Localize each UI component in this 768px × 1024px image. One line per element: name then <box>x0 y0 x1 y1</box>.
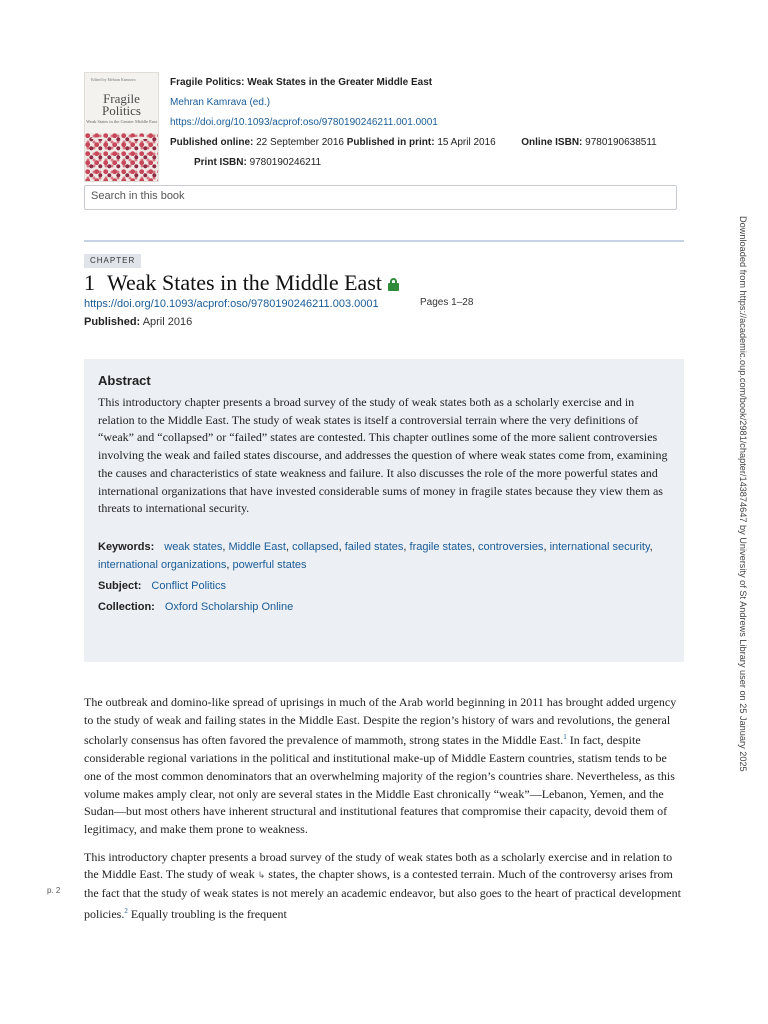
body-text-segment: This introductory chapter presents a broad survey of the study of weak states both as a scholarly exercise and in relation to the Middle East. The study of weak <box>84 849 673 882</box>
keyword-link[interactable]: controversies <box>478 540 544 553</box>
keyword-link[interactable]: powerful states <box>232 558 307 571</box>
cover-subtitle: Weak States in the Greater Middle East <box>86 119 157 124</box>
chapter-doi-link[interactable]: https://doi.org/10.1093/acprof:oso/9780190246211.003.0001 <box>84 298 379 310</box>
chapter-body <box>84 694 684 923</box>
published-online-date: 22 September 2016 <box>256 137 344 148</box>
book-search-box[interactable] <box>84 185 677 210</box>
online-isbn-label: Online ISBN: <box>521 137 583 148</box>
subject-row <box>98 577 670 595</box>
book-publication-info <box>170 133 690 153</box>
open-access-lock-icon <box>388 278 399 291</box>
chapter-title-text: Weak States in the Middle East <box>107 270 382 295</box>
cover-title-line1: Fragile <box>103 91 140 106</box>
book-title: Fragile Politics: Weak States in the Greater Middle East <box>170 77 433 88</box>
body-paragraph <box>84 694 684 839</box>
keyword-link[interactable]: fragile states <box>409 540 472 553</box>
chapter-published-date: April 2016 <box>142 316 193 328</box>
book-search-input[interactable] <box>91 190 670 202</box>
keywords-label: Keywords: <box>98 540 155 553</box>
abstract-text: This introductory chapter presents a broad survey of the study of weak states both as a scholarly exercise and in relation to the Middle East. The study of weak states is itself a controversial terrain where the very definitions of “weak” and “collapsed” or “failed” states are contested. This chapter outlines some of the more salient controversies involving the weak and failed states discourse, and addresses the question of where weak states come from, examining the causes and characteristics of state weakness and failure. It also discusses the role of the more powerful states and international organizations that have invested considerable sums of money in fragile states because they view them as threats to international security. <box>98 395 668 516</box>
keyword-link[interactable]: collapsed <box>292 540 339 553</box>
print-isbn: 9780190246211 <box>249 157 322 168</box>
book-metadata <box>170 73 690 173</box>
keywords-row: Keywords: weak states, Middle East, collapsed, failed states, fragile states, controversies, international security, international organizations, powerful states <box>98 540 653 571</box>
keyword-link[interactable]: international organizations <box>98 558 227 571</box>
subject-label: Subject: <box>98 579 142 592</box>
print-isbn-line <box>170 153 690 173</box>
chapter-published-label: Published: <box>84 316 141 328</box>
collection-row <box>98 598 670 616</box>
keyword-link[interactable]: international security <box>549 540 650 553</box>
body-text-segment: The outbreak and domino-like spread of uprisings in much of the Arab world beginning in 2011 has brought added urgency to the study of weak and failing states in the Middle East. Despite the region’s history of wars and revolutions, the general scholarly consensus has often favored the prevalence of mammoth, strong states in the Middle East. <box>84 695 677 748</box>
published-online-label: Published online: <box>170 137 254 148</box>
collection-label: Collection: <box>98 600 155 613</box>
page-break-arrow-icon: ↳ <box>257 870 266 881</box>
keyword-link[interactable]: failed states <box>344 540 404 553</box>
print-isbn-label: Print ISBN: <box>194 157 247 168</box>
page-marker: p. 2 <box>47 886 61 895</box>
footnote-link-1[interactable]: 1 <box>563 733 567 742</box>
book-cover-image[interactable] <box>84 72 159 182</box>
section-divider <box>84 240 684 242</box>
cover-title-line2: Politics <box>101 103 141 118</box>
download-watermark: Downloaded from https://academic.oup.com/book/2981/chapter/143874647 by University of St Andrews Library user on 25 January 2025 <box>738 216 748 772</box>
subject-link[interactable]: Conflict Politics <box>151 579 226 592</box>
collection-link[interactable]: Oxford Scholarship Online <box>164 600 294 613</box>
cover-editor: Edited by Mehran Kamrava <box>91 77 136 82</box>
cover-title <box>85 93 158 117</box>
cover-pattern <box>85 133 158 181</box>
abstract-heading: Abstract <box>98 373 151 388</box>
footnote-link-2[interactable]: 2 <box>124 906 128 915</box>
keyword-link[interactable]: Middle East <box>228 540 286 553</box>
abstract-metadata <box>98 538 670 616</box>
book-doi-link[interactable]: https://doi.org/10.1093/acprof:oso/9780190246211.001.0001 <box>170 117 438 128</box>
published-print-date: 15 April 2016 <box>437 137 496 148</box>
book-editor-link[interactable]: Mehran Kamrava (ed.) <box>170 97 271 108</box>
body-paragraph <box>84 849 684 924</box>
body-text-segment: In fact, despite considerable regional variations in the political and institutional make-up of Middle Eastern countries, statism tends to be one of the most common denominators that an overwhelming majority of the region’s countries share. Nevertheless, as this volume makes amply clear, not only are several states in the Middle East chronically “weak”—Lebanon, Yemen, and the Sudan—but most others have inherent structural and institutional features that compromise their capacity, devoid them of legitimacy, and make them prone to weakness. <box>84 733 675 836</box>
abstract-panel <box>84 359 684 662</box>
chapter-number: 1 <box>84 270 95 295</box>
body-text-segment: Equally troubling is the frequent <box>127 906 287 921</box>
chapter-badge: CHAPTER <box>84 254 141 268</box>
published-print-label: Published in print: <box>346 137 435 148</box>
chapter-title <box>84 268 399 298</box>
body-text-segment: states, the chapter shows, is a contested terrain. Much of the controversy arises from the fact that the study of weak states is not merely an academic endeavor, but also goes to the heart of practical development policies. <box>84 867 681 921</box>
keyword-link[interactable]: weak states <box>164 540 223 553</box>
online-isbn: 9780190638511 <box>585 137 657 148</box>
chapter-published <box>84 314 192 330</box>
chapter-pages: Pages 1–28 <box>420 297 474 308</box>
